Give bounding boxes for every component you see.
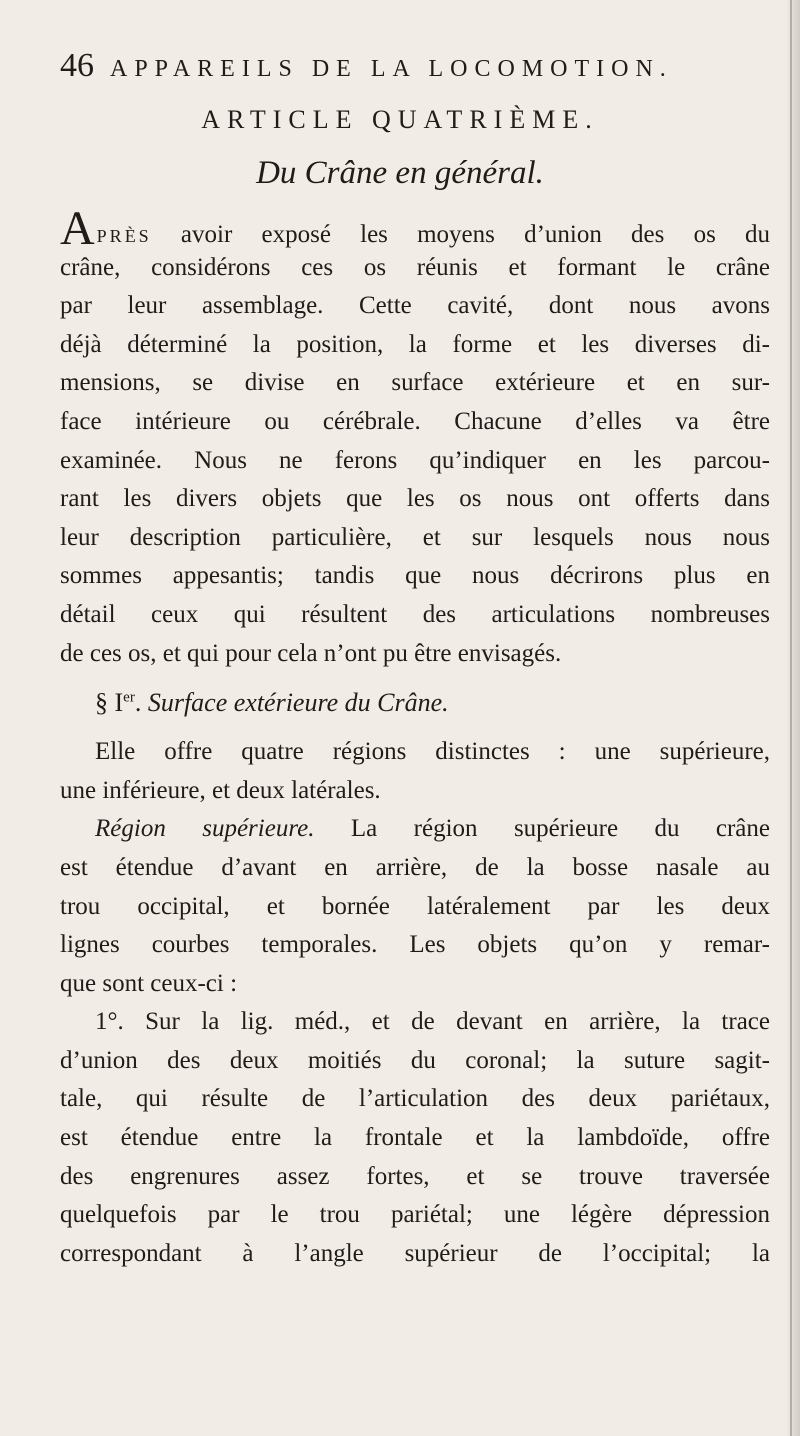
paragraph-2-first-line: Elle offre quatre régions distinctes : une supérieure, xyxy=(95,738,770,766)
paragraph-4-line: des engrenures assez fortes, et se trouve traversée xyxy=(60,1162,770,1190)
paragraph-4-line: est étendue entre la frontale et la lambdoïde, offre xyxy=(60,1124,770,1152)
page-edge-shadow xyxy=(786,0,800,1436)
section-symbol: § xyxy=(95,688,108,718)
paragraph-1-line: par leur assemblage. Cette cavité, dont nous avons xyxy=(60,292,770,320)
paragraph-1-line: face intérieure ou cérébrale. Chacune d’elles va être xyxy=(60,407,770,435)
paragraph-1-line: détail ceux qui résultent des articulations nombreuses xyxy=(60,600,770,628)
section-title: Du Crâne en général. xyxy=(256,155,544,191)
paragraph-2-last-line: une inférieure, et deux latérales. xyxy=(60,776,381,804)
paragraph-3-first-line xyxy=(60,810,770,849)
paragraph-4-line: correspondant à l’angle supérieur de l’occipital; la xyxy=(60,1239,770,1267)
paragraph-gap xyxy=(60,673,770,682)
paragraph-1-first-line xyxy=(60,202,771,255)
paragraph-3-first-line-text: La région supérieure du crâne xyxy=(350,815,770,843)
page-edge-line xyxy=(790,0,792,1436)
body-text xyxy=(60,202,771,1273)
paragraph-4-line: d’union des deux moitiés du coronal; la suture sagit- xyxy=(60,1046,770,1074)
paragraph-1-line: mensions, se divise en surface extérieure et en sur- xyxy=(60,369,770,397)
running-head xyxy=(60,44,750,88)
page-number: 46 xyxy=(60,47,94,84)
paragraph-3-line: trou occipital, et bornée latéralement par les deux xyxy=(60,892,770,920)
paragraph-1-first-line-text: avoir exposé les moyens d’union des os du xyxy=(180,221,771,248)
first-word-smallcaps: PRÈS xyxy=(96,226,152,246)
paragraph-4-first-line: 1°. Sur la lig. méd., et de devant en arrière, la trace xyxy=(95,1008,770,1036)
paragraph-3-line: lignes courbes temporales. Les objets qu’on y remar- xyxy=(60,931,770,959)
region-superior-heading: Région supérieure. xyxy=(95,815,315,843)
paragraph-gap xyxy=(60,724,770,733)
paragraph-3-line: est étendue d’avant en arrière, de la bosse nasale au xyxy=(60,853,770,881)
paragraph-1-line: rant les divers objets que les os nous ont offerts dans xyxy=(60,485,770,513)
paragraph-1-line: sommes appesantis; tandis que nous décrirons plus en xyxy=(60,562,770,590)
subheading-title: Surface extérieure du Crâne. xyxy=(147,688,449,718)
paragraph-4-line: tale, qui résulte de l’articulation des deux pariétaux, xyxy=(60,1085,770,1113)
paragraph-1-line: déjà déterminé la position, la forme et les diverses di- xyxy=(60,330,770,358)
paragraph-4-line: quelquefois par le trou pariétal; une légère dépression xyxy=(60,1201,770,1229)
paragraph-1-line: examinée. Nous ne ferons qu’indiquer en les parcou- xyxy=(60,446,770,474)
paragraph-1-line: crâne, considérons ces os réunis et formant le crâne xyxy=(60,253,770,281)
paragraph-1-line: leur description particulière, et sur lesquels nous nous xyxy=(60,523,770,551)
paragraph-3-last-line: que sont ceux-ci : xyxy=(60,969,238,997)
subheading-ordinal: I xyxy=(114,688,124,718)
running-title: APPAREILS DE LA LOCOMOTION. xyxy=(110,56,673,82)
drop-cap: A xyxy=(60,202,95,255)
subheading-ordinal-sup: er xyxy=(123,689,135,706)
paragraph-1-last-line: de ces os, et qui pour cela n’ont pu être envisagés. xyxy=(60,639,562,667)
article-title: ARTICLE QUATRIÈME. xyxy=(201,105,599,134)
subheading: § Ier. Surface extérieure du Crâne. xyxy=(95,688,449,718)
